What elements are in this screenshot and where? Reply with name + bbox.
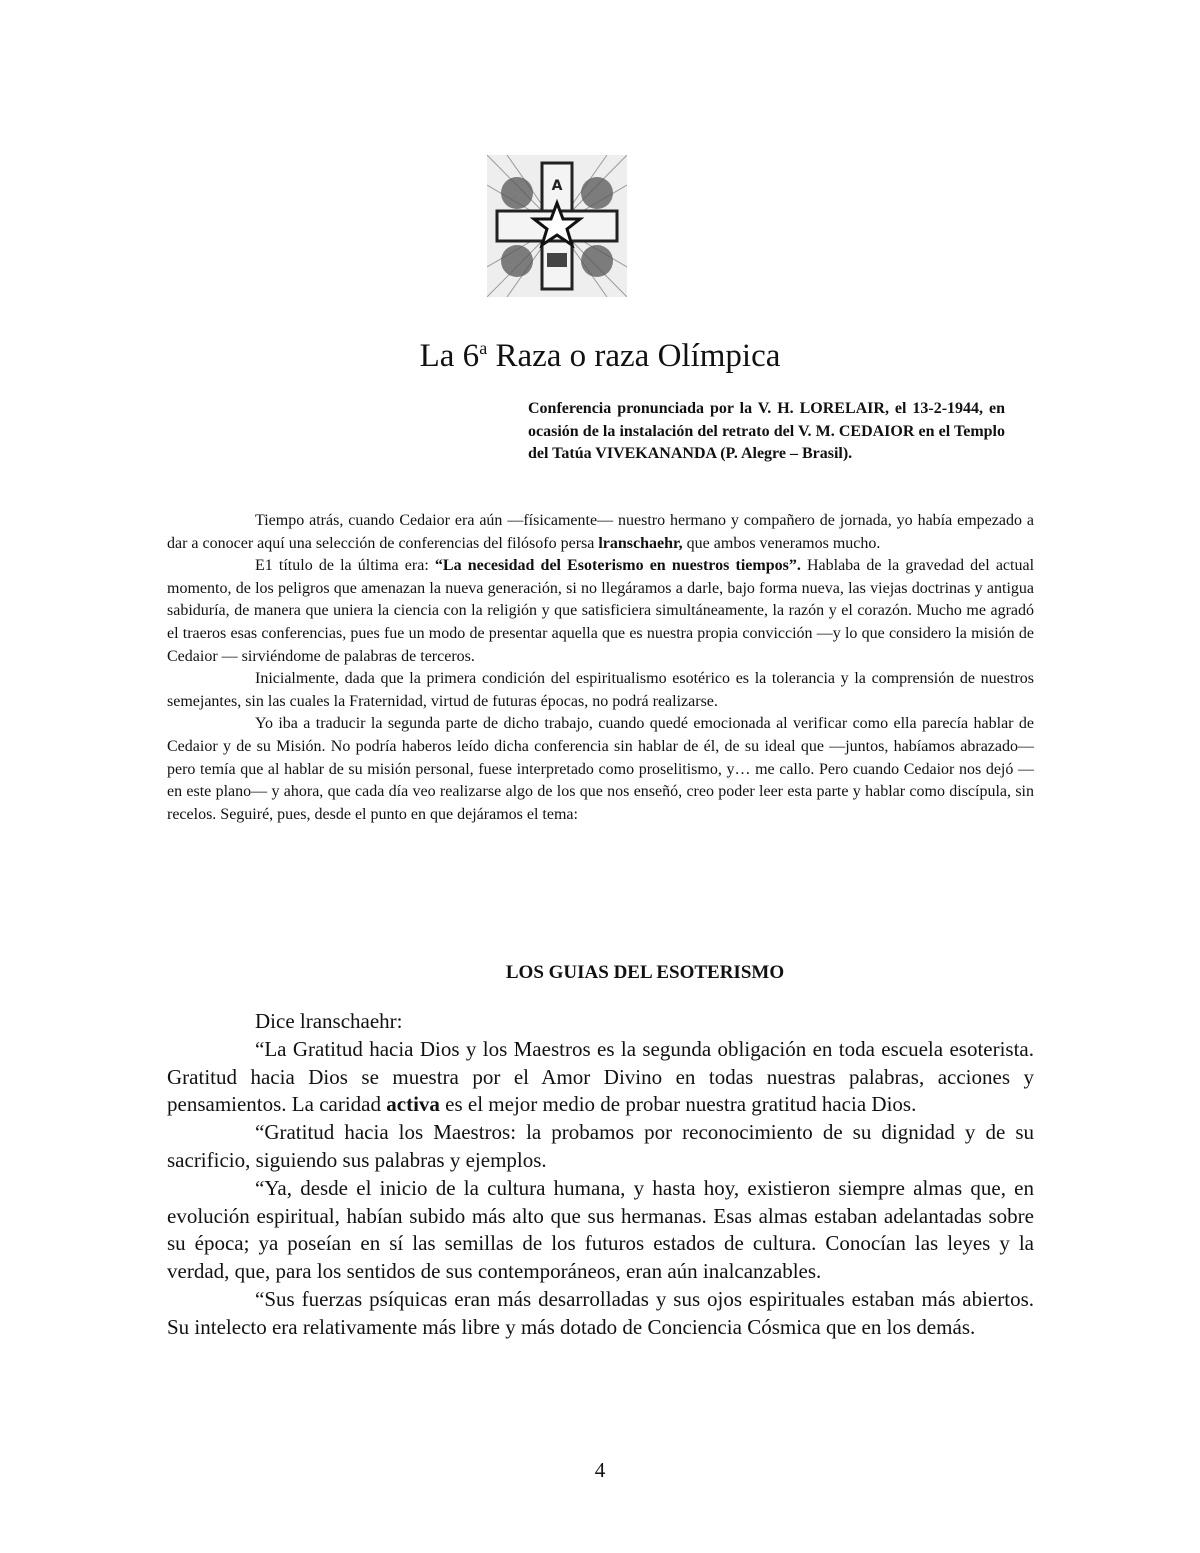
svg-text:A: A [551,178,563,194]
page-number: 4 [594,1458,606,1482]
body-paragraph: “Ya, desde el inicio de la cultura humana, y hasta hoy, existieron siempre almas que, en evolución espiritual, habían subido más alto que sus hermanas. Esas almas estaban adelantadas sobre su época; ya poseían en sí las semillas de los futuros estados de cultura. Conocían las leyes y la verdad, que, para los sentidos de sus contemporáneos, eran aún inalcanzables. [167,1175,1034,1284]
intro-section [167,510,1034,826]
page-title: La 6$^a$ Raza o raza Olímpica [419,338,781,374]
intro-paragraph: Yo iba a traducir la segunda parte de dicho trabajo, cuando quedé emocionada al verificar como ella parecía hablar de Cedaior y de su Misión. No podría haberos leído dicha conferencia sin hablar de él, de su ideal que —juntos, habíamos abrazado— pero temía que al hablar de su misión personal, fuese interpretado como proselitismo, y… me callo. Pero cuando Cedaior nos dejó —en este plano— y ahora, que cada día veo realizarse algo de los que nos enseñó, creo poder leer esta parte y hablar como discípula, sin recelos. Seguiré, pues, desde el punto en que dejáramos el tema: [167,715,1034,823]
intro-paragraph: E1 título de la última era: “La necesidad del Esoterismo en nuestros tiempos”. Hablaba de la gravedad del actual momento, de los peligros que amenazan la nueva generación, si no llegáramos a darle, bajo forma nueva, las viejas doctrinas y antigua sabiduría, de manera que uniera la ciencia con la religión y que satisficiera simultáneamente, la razón y el corazón. Mucho me agradó el traeros esas conferencias, pues fue un modo de presentar aquella que es nuestra propia convicción —y lo que considero la misión de Cedaior — sirviéndome de palabras de terceros. [167,557,1035,665]
body-paragraph: Dice lranschaehr: [255,1009,403,1033]
intro-paragraph: Tiempo atrás, cuando Cedaior era aún —físicamente— nuestro hermano y compañero de jornada, yo había empezado a dar a conocer aquí una selección de conferencias del filósofo persa lranschaehr, que ambos veneramos mucho. [167,512,1034,552]
section-heading: LOS GUIAS DEL ESOTERISMO [505,962,785,983]
body-paragraph: “Gratitud hacia los Maestros: la probamos por reconocimiento de su dignidad y de su sacrificio, siguiendo sus palabras y ejemplos. [167,1120,1034,1172]
conference-subtitle: Conferencia pronunciada por la V. H. LORELAIR, el 13-2-1944, en ocasión de la instalación del retrato del V. M. CEDAIOR en el Templo del Tatúa VIVEKANANDA (P. Alegre – Brasil). [528,400,1005,462]
body-section [167,1008,1034,1342]
intro-paragraph: Inicialmente, dada que la primera condición del espiritualismo esotérico es la tolerancia y la comprensión de nuestros semejantes, sin las cuales la Fraternidad, virtud de futuras épocas, no podrá realizarse. [167,670,1034,710]
esoteric-cross-emblem-icon [487,155,627,297]
body-paragraph: “La Gratitud hacia Dios y los Maestros es la segunda obligación en toda escuela esoterista. Gratitud hacia Dios se muestra por el Amor Divino en todas nuestras palabras, acciones y pensamientos. La caridad activa es el mejor medio de probar nuestra gratitud hacia Dios. [167,1036,1034,1117]
body-paragraph: “Sus fuerzas psíquicas eran más desarrolladas y sus ojos espirituales estaban más abiertos. Su intelecto era relativamente más libre y más dotado de Conciencia Cósmica que en los demás. [167,1286,1034,1339]
